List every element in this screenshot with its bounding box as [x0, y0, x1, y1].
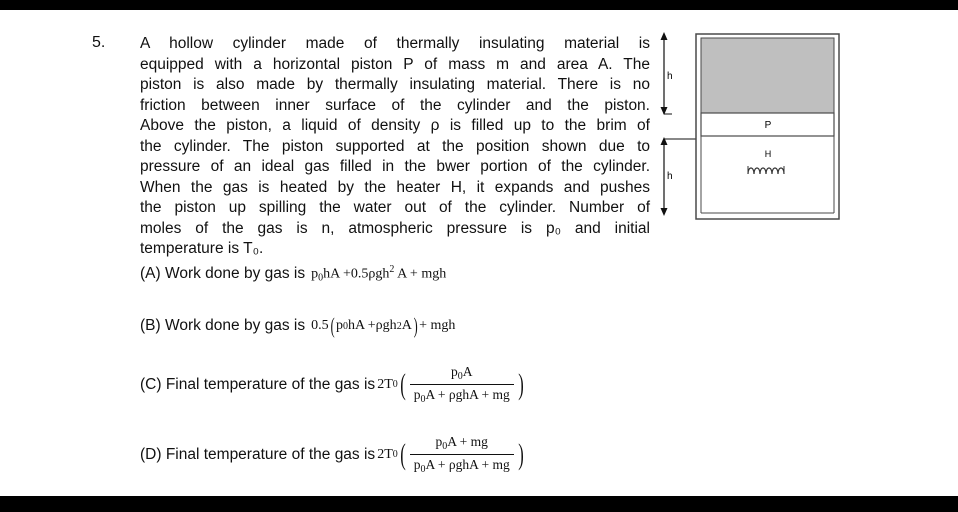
dim-bottom-label: h	[667, 171, 673, 182]
stem-line: When the gas is heated by the heater H, it expands and pushes	[140, 178, 650, 196]
liquid-region	[701, 38, 834, 113]
option-c-label: (C) Final temperature of the gas is	[140, 375, 376, 393]
question-stem	[140, 34, 650, 260]
stem-line: equipped with a horizontal piston P of mass m and area A. The	[140, 55, 650, 73]
option-c[interactable]	[140, 364, 526, 405]
option-d-expression: 2T 0 ( $\frac{p_0A + mg}{p_0A + \rho ghA + mg}$ )	[377, 434, 524, 475]
bottom-black-bar	[0, 496, 958, 512]
option-b-expression: 0.5 ( p 0 hA +ρgh 2 A ) + mgh	[311, 313, 456, 338]
option-c-expression: 2T 0 ( $\frac{p_0A}{p_0A + \rho ghA + mg}$ )	[377, 364, 524, 405]
stem-line: Above the piston, a liquid of density ρ is filled up to the brim of	[140, 117, 650, 134]
cylinder-figure	[650, 26, 840, 220]
stem-line: A hollow cylinder made of thermally insulating material is	[140, 35, 650, 52]
top-black-bar	[0, 0, 958, 10]
option-d[interactable]	[140, 434, 526, 475]
dim-top-label: h	[667, 71, 673, 82]
piston-label: P	[764, 120, 772, 131]
stem-line: temperature is T₀.	[140, 240, 264, 257]
stem-line: moles of the gas is n, atmospheric pressure is p₀ and initial	[140, 219, 650, 237]
option-a-label: (A) Work done by gas is	[140, 264, 306, 282]
dim-bottom-arrow-down	[661, 208, 668, 216]
stem-line: piston is also made by thermally insulating material. There is no	[140, 76, 650, 93]
option-d-label: (D) Final temperature of the gas is	[140, 445, 376, 463]
option-b[interactable]	[140, 311, 455, 341]
stem-line: the cylinder. The piston supported at the position shown due to	[140, 137, 650, 155]
dim-bottom-arrow-up	[661, 137, 668, 145]
option-b-label: (B) Work done by gas is	[140, 317, 306, 334]
question-number: 5.	[92, 34, 106, 51]
option-a[interactable]	[140, 264, 446, 284]
option-a-expression: $p_0hA +0.5\rho gh^2$ A + mgh	[311, 264, 447, 284]
stem-line: pressure of an ideal gas filled in the bwer portion of the cylinder.	[140, 158, 650, 175]
stem-line: friction between inner surface of the cylinder and the piston.	[140, 96, 650, 114]
heater-label: H	[764, 149, 772, 159]
dim-top-arrow-up	[661, 32, 668, 40]
stem-line: the piston up spilling the water out of the cylinder. Number of	[140, 199, 650, 216]
